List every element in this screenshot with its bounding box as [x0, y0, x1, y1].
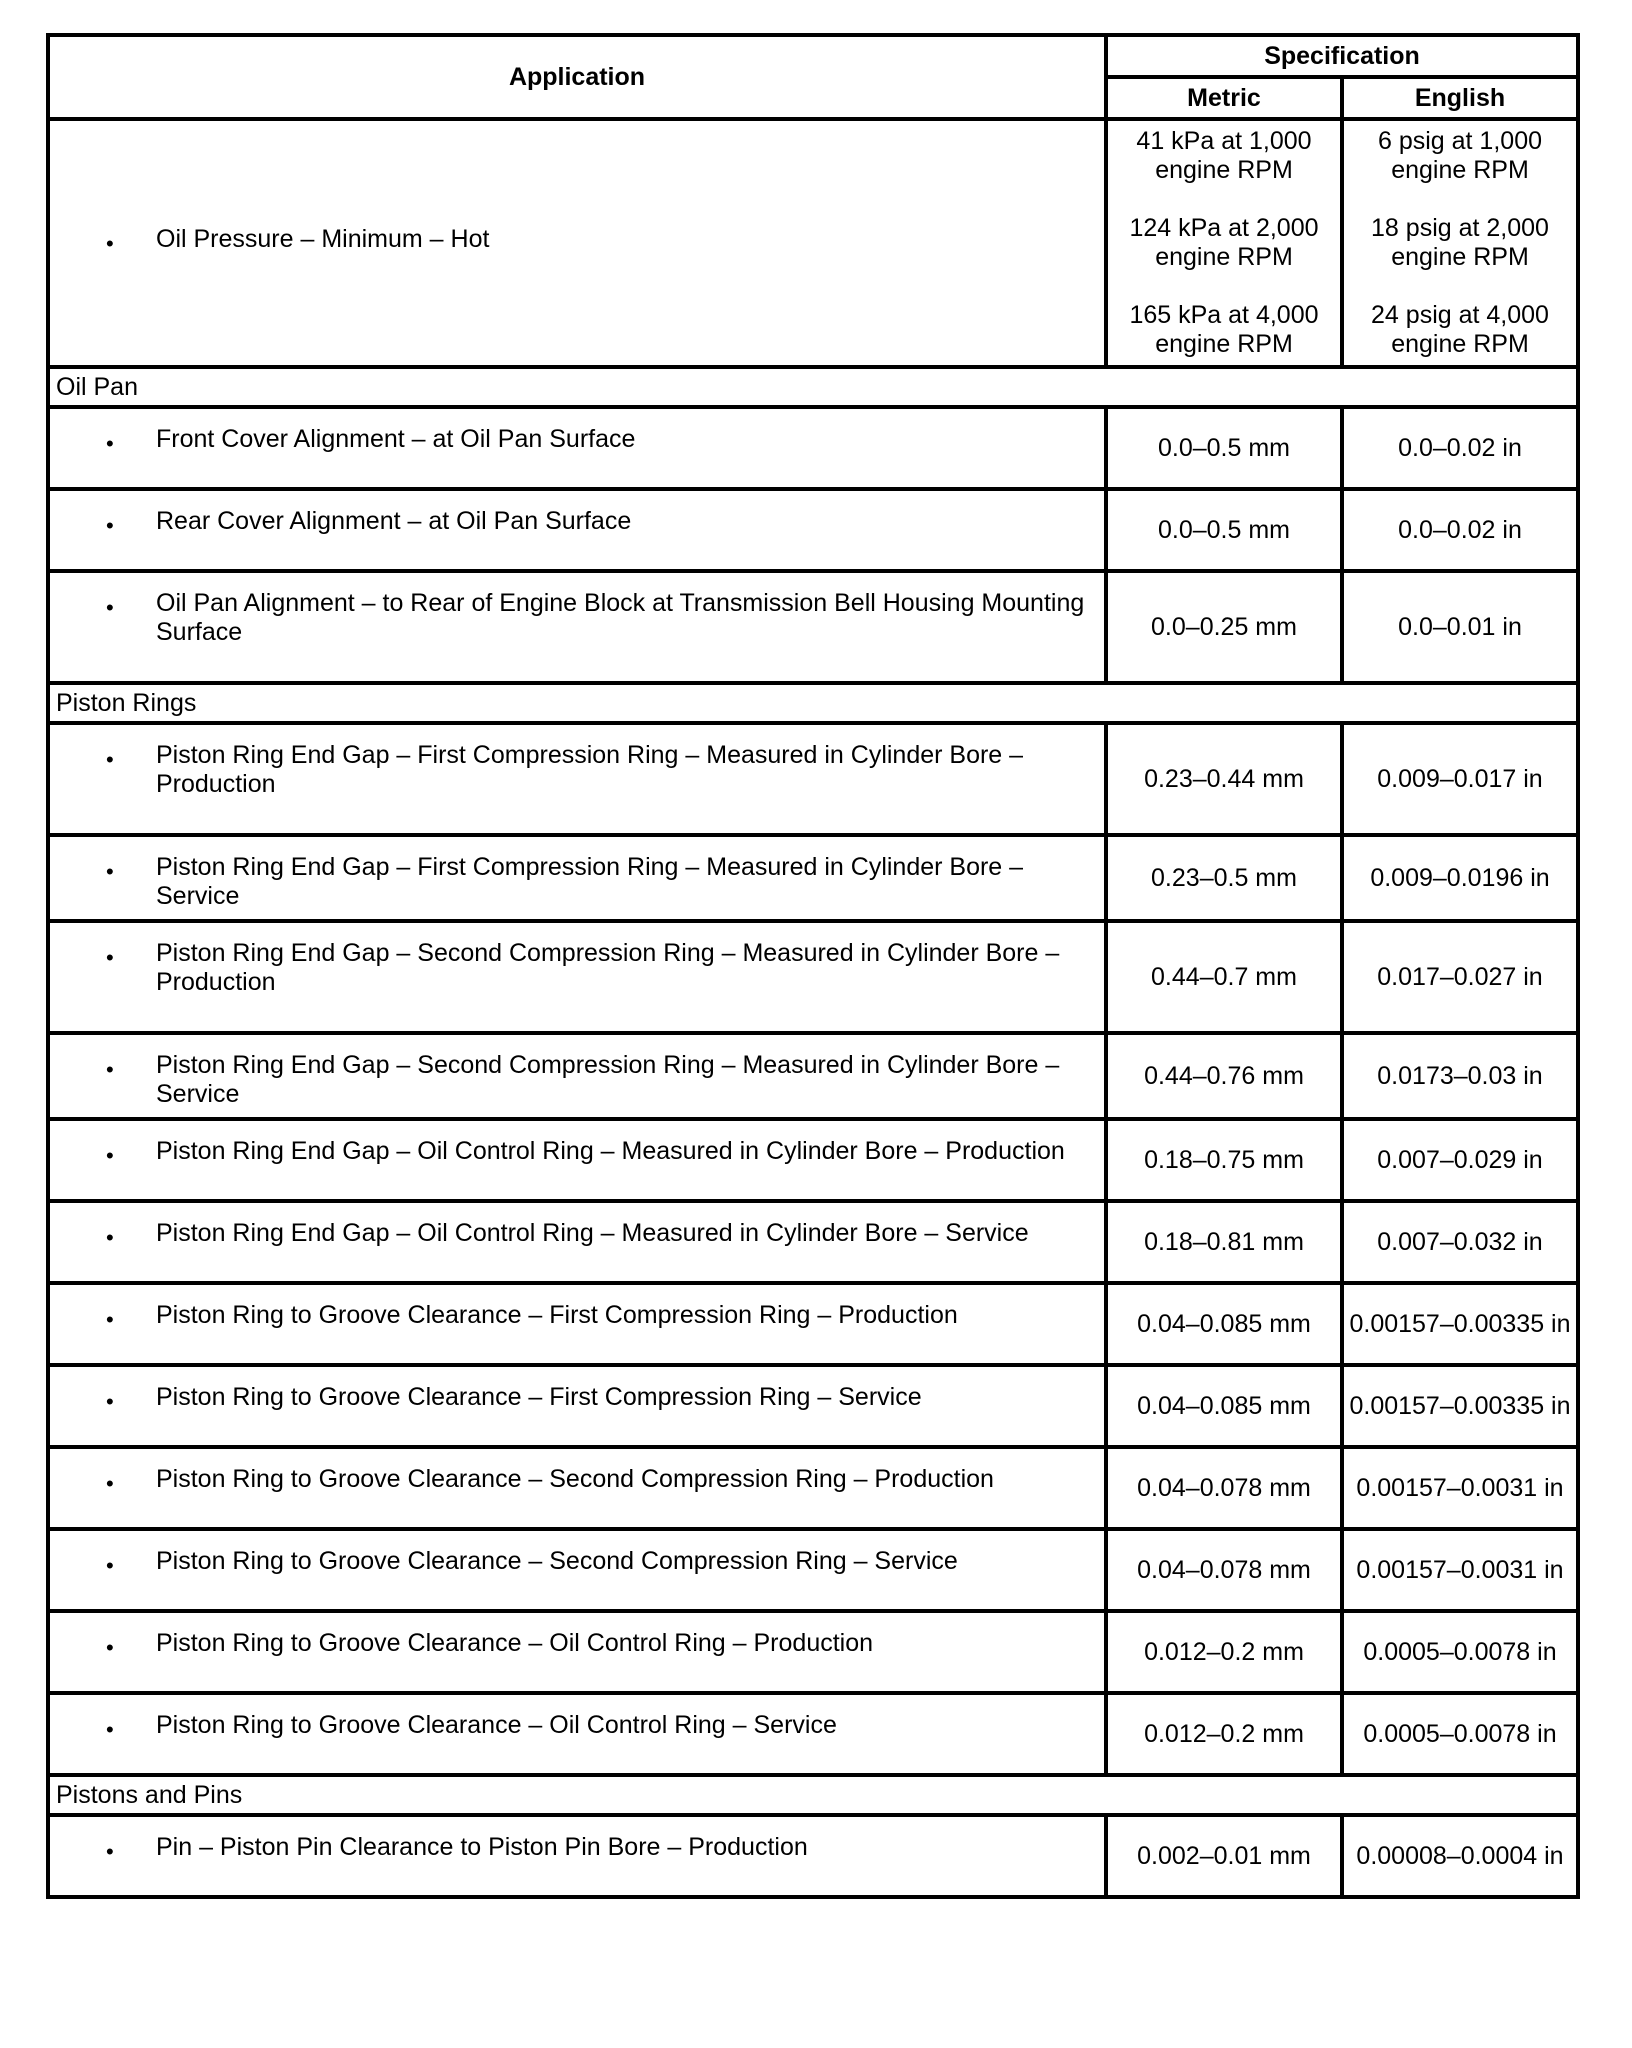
metric-value: 0.44–0.76 mm — [1106, 1033, 1342, 1119]
specification-table — [46, 33, 1580, 1899]
section-title: Piston Rings — [48, 683, 1578, 723]
table-row — [48, 835, 1578, 921]
table-row — [48, 1033, 1578, 1119]
section-row — [48, 1775, 1578, 1815]
metric-header: Metric — [1106, 77, 1342, 119]
metric-value: 0.04–0.085 mm — [1106, 1365, 1342, 1447]
table-row — [48, 1201, 1578, 1283]
table-row — [48, 489, 1578, 571]
bullet-icon: • — [106, 513, 114, 538]
section-row — [48, 367, 1578, 407]
application-label: Piston Ring to Groove Clearance – Oil Control Ring – Service — [156, 1711, 837, 1739]
application-label: Piston Ring to Groove Clearance – First Compression Ring – Service — [156, 1383, 922, 1411]
bullet-icon: • — [106, 231, 114, 256]
table-row-oil-pressure — [48, 119, 1578, 367]
application-cell — [48, 723, 1106, 835]
bullet-icon: • — [106, 1389, 114, 1414]
metric-value: 0.18–0.81 mm — [1106, 1201, 1342, 1283]
application-cell — [48, 1611, 1106, 1693]
application-cell — [48, 1365, 1106, 1447]
table-row — [48, 1365, 1578, 1447]
application-label: Rear Cover Alignment – at Oil Pan Surface — [156, 507, 632, 535]
bullet-icon: • — [106, 1839, 114, 1864]
application-label: Piston Ring End Gap – Second Compression Ring – Measured in Cylinder Bore – Service — [156, 1051, 1060, 1108]
section-title: Pistons and Pins — [48, 1775, 1578, 1815]
application-label: Piston Ring End Gap – Oil Control Ring – Measured in Cylinder Bore – Production — [156, 1137, 1065, 1165]
metric-cell — [1106, 119, 1342, 367]
english-value: 6 psig at 1,000 engine RPM — [1377, 127, 1542, 184]
metric-value: 0.04–0.078 mm — [1106, 1447, 1342, 1529]
metric-value: 0.23–0.44 mm — [1106, 723, 1342, 835]
application-cell — [48, 835, 1106, 921]
application-label: Oil Pan Alignment – to Rear of Engine Block at Transmission Bell Housing Mounting Surface — [156, 589, 1085, 646]
metric-value: 0.44–0.7 mm — [1106, 921, 1342, 1033]
application-cell — [48, 489, 1106, 571]
table-row — [48, 1611, 1578, 1693]
application-label: Pin – Piston Pin Clearance to Piston Pin Bore – Production — [156, 1833, 808, 1861]
metric-value: 0.0–0.25 mm — [1106, 571, 1342, 683]
application-cell — [48, 1033, 1106, 1119]
bullet-icon: • — [106, 1057, 114, 1082]
metric-value: 0.04–0.078 mm — [1106, 1529, 1342, 1611]
application-cell — [48, 1283, 1106, 1365]
bullet-icon: • — [106, 1471, 114, 1496]
bullet-icon: • — [106, 1635, 114, 1660]
bullet-icon: • — [106, 595, 114, 620]
bullet-icon: • — [106, 1717, 114, 1742]
application-cell — [48, 921, 1106, 1033]
metric-value: 0.0–0.5 mm — [1106, 489, 1342, 571]
table-row — [48, 1529, 1578, 1611]
application-label: Piston Ring End Gap – Oil Control Ring – Measured in Cylinder Bore – Service — [156, 1219, 1029, 1247]
english-value: 0.007–0.032 in — [1342, 1201, 1578, 1283]
bullet-icon: • — [106, 1307, 114, 1332]
application-label: Piston Ring End Gap – First Compression Ring – Measured in Cylinder Bore – Service — [156, 853, 1024, 910]
english-cell — [1342, 119, 1578, 367]
bullet-icon: • — [106, 945, 114, 970]
application-label: Piston Ring End Gap – Second Compression Ring – Measured in Cylinder Bore – Production — [156, 939, 1060, 996]
english-value: 0.0173–0.03 in — [1342, 1033, 1578, 1119]
table-row — [48, 1815, 1578, 1897]
english-value: 0.009–0.017 in — [1342, 723, 1578, 835]
bullet-icon: • — [106, 1225, 114, 1250]
metric-value: 0.002–0.01 mm — [1106, 1815, 1342, 1897]
metric-value: 0.18–0.75 mm — [1106, 1119, 1342, 1201]
english-value: 0.0–0.02 in — [1342, 407, 1578, 489]
bullet-icon: • — [106, 431, 114, 456]
english-value: 0.007–0.029 in — [1342, 1119, 1578, 1201]
metric-value: 41 kPa at 1,000 engine RPM — [1136, 127, 1312, 184]
table-row — [48, 1119, 1578, 1201]
english-value: 24 psig at 4,000 engine RPM — [1371, 301, 1549, 358]
bullet-icon: • — [106, 1143, 114, 1168]
application-cell — [48, 119, 1106, 367]
application-label: Front Cover Alignment – at Oil Pan Surface — [156, 425, 636, 453]
metric-value: 124 kPa at 2,000 engine RPM — [1129, 214, 1319, 271]
application-cell — [48, 1529, 1106, 1611]
application-cell — [48, 1693, 1106, 1775]
metric-value: 0.04–0.085 mm — [1106, 1283, 1342, 1365]
metric-value: 0.012–0.2 mm — [1106, 1611, 1342, 1693]
application-label: Piston Ring to Groove Clearance – Second Compression Ring – Service — [156, 1547, 958, 1575]
bullet-icon: • — [106, 1553, 114, 1578]
application-cell — [48, 1201, 1106, 1283]
application-header: Application — [48, 35, 1106, 119]
specification-header: Specification — [1106, 35, 1578, 77]
application-label: Piston Ring to Groove Clearance – Oil Control Ring – Production — [156, 1629, 874, 1657]
english-value: 0.0–0.02 in — [1342, 489, 1578, 571]
metric-value: 0.0–0.5 mm — [1106, 407, 1342, 489]
section-title: Oil Pan — [48, 367, 1578, 407]
application-label: Piston Ring End Gap – First Compression Ring – Measured in Cylinder Bore – Production — [156, 741, 1024, 798]
metric-value: 165 kPa at 4,000 engine RPM — [1129, 301, 1319, 358]
application-cell — [48, 571, 1106, 683]
section-row — [48, 683, 1578, 723]
table-row — [48, 1447, 1578, 1529]
application-cell — [48, 1447, 1106, 1529]
english-value: 0.0–0.01 in — [1342, 571, 1578, 683]
english-value: 0.00157–0.0031 in — [1342, 1529, 1578, 1611]
table-row — [48, 407, 1578, 489]
english-value: 18 psig at 2,000 engine RPM — [1371, 214, 1549, 271]
application-label: Piston Ring to Groove Clearance – First Compression Ring – Production — [156, 1301, 958, 1329]
table-row — [48, 571, 1578, 683]
metric-value: 0.23–0.5 mm — [1106, 835, 1342, 921]
english-header: English — [1342, 77, 1578, 119]
table-row — [48, 723, 1578, 835]
bullet-icon: • — [106, 859, 114, 884]
metric-value: 0.012–0.2 mm — [1106, 1693, 1342, 1775]
application-cell — [48, 407, 1106, 489]
english-value: 0.00008–0.0004 in — [1342, 1815, 1578, 1897]
english-value: 0.0005–0.0078 in — [1342, 1611, 1578, 1693]
application-cell — [48, 1119, 1106, 1201]
english-value: 0.00157–0.00335 in — [1342, 1283, 1578, 1365]
table-row — [48, 1283, 1578, 1365]
table-row — [48, 1693, 1578, 1775]
application-cell — [48, 1815, 1106, 1897]
english-value: 0.00157–0.0031 in — [1342, 1447, 1578, 1529]
application-label: Oil Pressure – Minimum – Hot — [156, 224, 490, 253]
english-value: 0.017–0.027 in — [1342, 921, 1578, 1033]
table-row — [48, 921, 1578, 1033]
application-label: Piston Ring to Groove Clearance – Second Compression Ring – Production — [156, 1465, 994, 1493]
english-value: 0.009–0.0196 in — [1342, 835, 1578, 921]
english-value: 0.0005–0.0078 in — [1342, 1693, 1578, 1775]
bullet-icon: • — [106, 747, 114, 772]
english-value: 0.00157–0.00335 in — [1342, 1365, 1578, 1447]
